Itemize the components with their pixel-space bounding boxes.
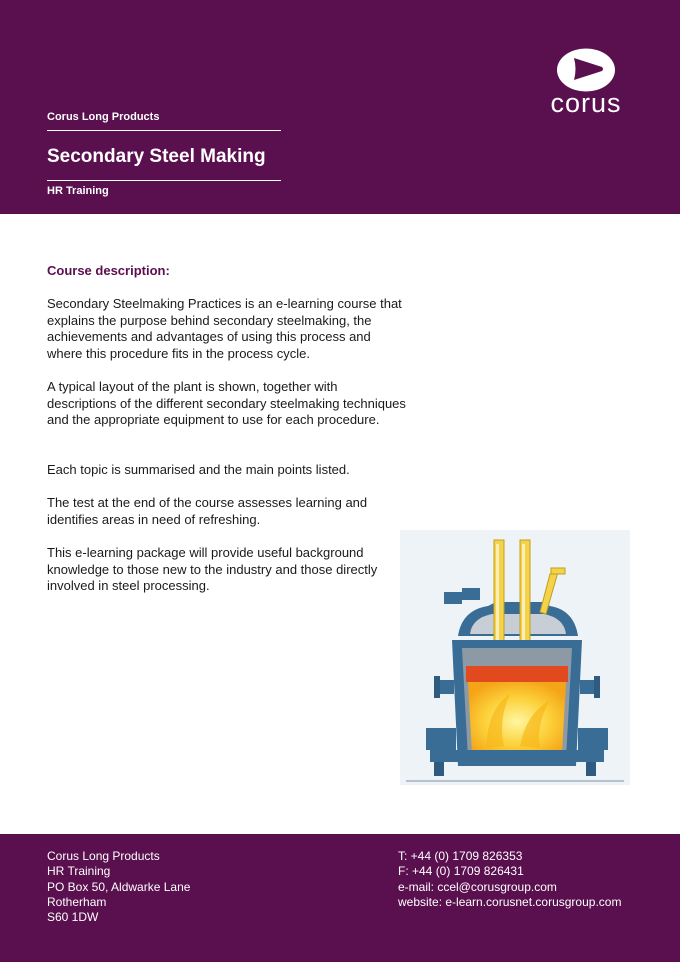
description-paragraph: A typical layout of the plant is shown, together with descriptions of the different secondary steelmaking techniques and the appropriate equipment to use for each procedure. bbox=[47, 379, 406, 427]
phone-number: T: +44 (0) 1709 826353 bbox=[398, 849, 523, 863]
header-banner bbox=[0, 0, 680, 214]
website-link[interactable]: website: e-learn.corusnet.corusgroup.com bbox=[398, 894, 622, 909]
description-paragraph: Secondary Steelmaking Practices is an e-learning course that explains the purpose behind secondary steelmaking, the achievements and advantages of using this process and where this procedure fits in the process cycle. bbox=[47, 296, 402, 361]
ladle-illustration bbox=[400, 530, 630, 785]
address-line: Corus Long Products bbox=[47, 849, 160, 863]
steel-ladle-icon bbox=[400, 530, 630, 785]
description-paragraph: This e-learning package will provide useful background knowledge to those new to the industry and those directly involved in steel processing. bbox=[47, 545, 378, 593]
address-line: PO Box 50, Aldwarke Lane bbox=[47, 879, 191, 894]
course-description-heading: Course description: bbox=[47, 263, 170, 278]
company-name: Corus Long Products bbox=[47, 111, 160, 123]
address-line: HR Training bbox=[47, 864, 111, 879]
address-line: Rotherham bbox=[47, 894, 107, 909]
corus-logo-icon bbox=[556, 48, 616, 92]
header-divider-bottom bbox=[47, 180, 281, 181]
page-subtitle: HR Training bbox=[47, 185, 109, 197]
fax-number: F: +44 (0) 1709 826431 bbox=[398, 864, 524, 879]
email-link[interactable]: e-mail: ccel@corusgroup.com bbox=[398, 879, 557, 894]
logo-wordmark: corus bbox=[550, 88, 622, 118]
address-block bbox=[47, 849, 190, 925]
header-divider-top bbox=[47, 130, 281, 131]
address-line: S60 1DW bbox=[47, 910, 99, 925]
footer-banner bbox=[0, 834, 680, 962]
contact-block bbox=[398, 849, 621, 910]
page-title: Secondary Steel Making bbox=[47, 146, 266, 167]
description-paragraph: The test at the end of the course assesses learning and identifies areas in need of refreshing. bbox=[47, 495, 368, 527]
description-paragraph: Each topic is summarised and the main points listed. bbox=[47, 462, 350, 477]
corus-logo bbox=[536, 48, 636, 118]
